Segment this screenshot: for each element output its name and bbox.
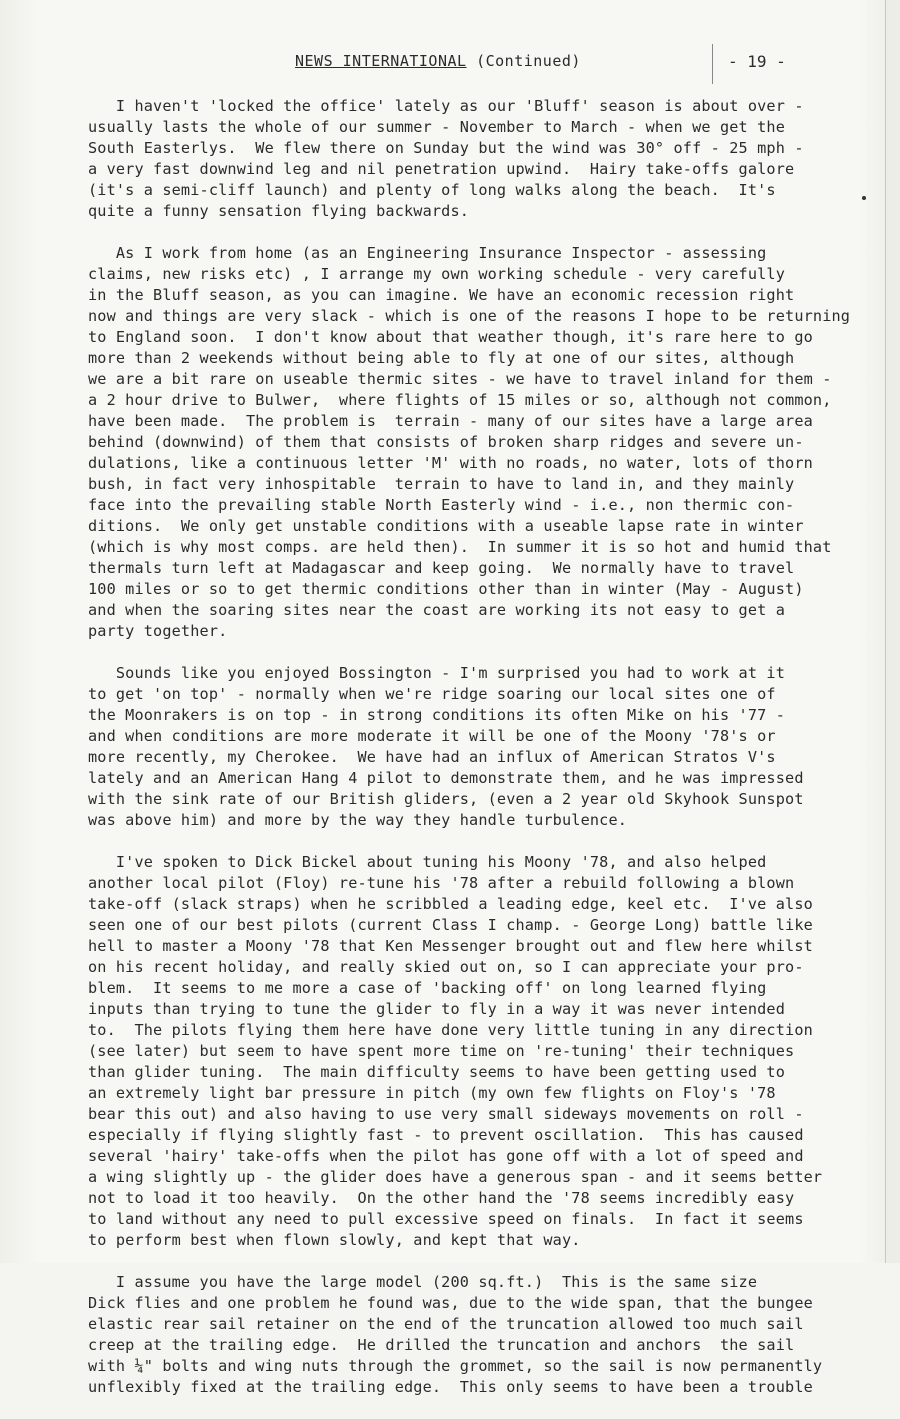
text-line: ditions. We only get unstable conditions with a useable lapse rate in winter [88,517,804,535]
text-line: was above him) and more by the way they handle turbulence. [88,811,628,829]
page-number: - 19 - [728,52,786,71]
text-line: to get 'on top' - normally when we're ridge soaring our local sites one of [88,685,776,703]
page-title: NEWS INTERNATIONAL (Continued) [295,52,581,70]
paragraph [88,243,851,642]
text-line: behind (downwind) of them that consists of broken sharp ridges and severe un- [88,433,804,451]
binding-hole-mark [862,196,866,200]
text-line: 100 miles or so to get thermic conditions other than in winter (May - August) [88,580,804,598]
text-line: and when the soaring sites near the coast are working its not easy to get a [88,601,786,619]
text-line: I assume you have the large model (200 sq.ft.) This is the same size [88,1273,758,1291]
text-line: to. The pilots flying them here have done very little tuning in any direction [88,1021,813,1039]
text-line: (which is why most comps. are held then). In summer it is so hot and humid that [88,538,832,556]
text-line: to perform best when flown slowly, and kept that way. [88,1231,581,1249]
text-line: especially if flying slightly fast - to prevent oscillation. This has caused [88,1126,804,1144]
text-line: a wing slightly up - the glider does have a generous span - and it seems better [88,1168,823,1186]
text-line: As I work from home (as an Engineering Insurance Inspector - assessing [88,244,767,262]
text-line: more recently, my Cherokee. We have had an influx of American Stratos V's [88,748,776,766]
text-line: creep at the trailing edge. He drilled the truncation and anchors the sail [88,1336,795,1354]
text-line: usually lasts the whole of our summer - November to March - when we get the [88,118,786,136]
text-line: (it's a semi-cliff launch) and plenty of long walks along the beach. It's [88,181,776,199]
text-line: Dick flies and one problem he found was, due to the wide span, that the bungee [88,1294,813,1312]
text-line: bear this out) and also having to use very small sideways movements on roll - [88,1105,804,1123]
text-line: elastic rear sail retainer on the end of the truncation allowed too much sail [88,1315,804,1333]
text-line: a very fast downwind leg and nil penetration upwind. Hairy take-offs galore [88,160,795,178]
text-line: (see later) but seem to have spent more time on 're-tuning' their techniques [88,1042,795,1060]
text-line: dulations, like a continuous letter 'M' with no roads, no water, lots of thorn [88,454,813,472]
text-line: and when conditions are more moderate it will be one of the Moony '78's or [88,727,776,745]
text-line: in the Bluff season, as you can imagine. We have an economic recession right [88,286,795,304]
text-line: the Moonrakers is on top - in strong conditions its often Mike on his '77 - [88,706,786,724]
page-edge [885,0,900,1263]
text-line: unflexibly fixed at the trailing edge. This only seems to have been a trouble [88,1378,813,1396]
text-line: lately and an American Hang 4 pilot to demonstrate them, and he was impressed [88,769,804,787]
text-line: I haven't 'locked the office' lately as our 'Bluff' season is about over - [88,97,804,115]
text-line: a 2 hour drive to Bulwer, where flights of 15 miles or so, although not common, [88,391,832,409]
text-line: to land without any need to pull excessive speed on finals. In fact it seems [88,1210,804,1228]
paragraph [88,96,848,222]
text-line: I've spoken to Dick Bickel about tuning his Moony '78, and also helped [88,853,767,871]
text-line: take-off (slack straps) when he scribbled a leading edge, keel etc. I've also [88,895,813,913]
text-line: blem. It seems to me more a case of 'backing off' on long learned flying [88,979,767,997]
paragraph [88,1272,848,1398]
text-line: now and things are very slack - which is one of the reasons I hope to be returning [88,307,851,325]
paragraph [88,852,848,1251]
text-line: bush, in fact very inhospitable terrain to have to land in, and they mainly [88,475,795,493]
text-line: party together. [88,622,228,640]
text-line: have been made. The problem is terrain - many of our sites have a large area [88,412,813,430]
text-line: with the sink rate of our British gliders, (even a 2 year old Skyhook Sunspot [88,790,804,808]
text-line: South Easterlys. We flew there on Sunday but the wind was 30° off - 25 mph - [88,139,804,157]
text-line: hell to master a Moony '78 that Ken Messenger brought out and flew here whilst [88,937,813,955]
text-line: another local pilot (Floy) re-tune his '78 after a rebuild following a blown [88,874,795,892]
text-line: quite a funny sensation flying backwards. [88,202,470,220]
page-header [0,52,900,76]
text-line: than glider tuning. The main difficulty seems to have been getting used to [88,1063,786,1081]
text-line: several 'hairy' take-offs when the pilot has gone off with a lot of speed and [88,1147,804,1165]
text-line: with ¼" bolts and wing nuts through the grommet, so the sail is now permanently [88,1357,823,1375]
text-line: seen one of our best pilots (current Class I champ. - George Long) battle like [88,916,813,934]
text-line: to England soon. I don't know about that weather though, it's rare here to go [88,328,813,346]
paragraph [88,663,848,831]
text-line: inputs than trying to tune the glider to fly in a way it was never intended [88,1000,786,1018]
text-line: thermals turn left at Madagascar and keep going. We normally have to travel [88,559,795,577]
text-line: claims, new risks etc) , I arrange my own working schedule - very carefully [88,265,786,283]
text-line: on his recent holiday, and really skied out on, so I can appreciate your pro- [88,958,804,976]
letter-body [88,96,851,1419]
text-line: we are a bit rare on useable thermic sites - we have to travel inland for them - [88,370,832,388]
text-line: Sounds like you enjoyed Bossington - I'm surprised you had to work at it [88,664,786,682]
text-line: not to load it too heavily. On the other hand the '78 seems incredibly easy [88,1189,795,1207]
text-line: an extremely light bar pressure in pitch (my own few flights on Floy's '78 [88,1084,776,1102]
text-line: face into the prevailing stable North Easterly wind - i.e., non thermic con- [88,496,795,514]
text-line: more than 2 weekends without being able to fly at one of our sites, although [88,349,795,367]
